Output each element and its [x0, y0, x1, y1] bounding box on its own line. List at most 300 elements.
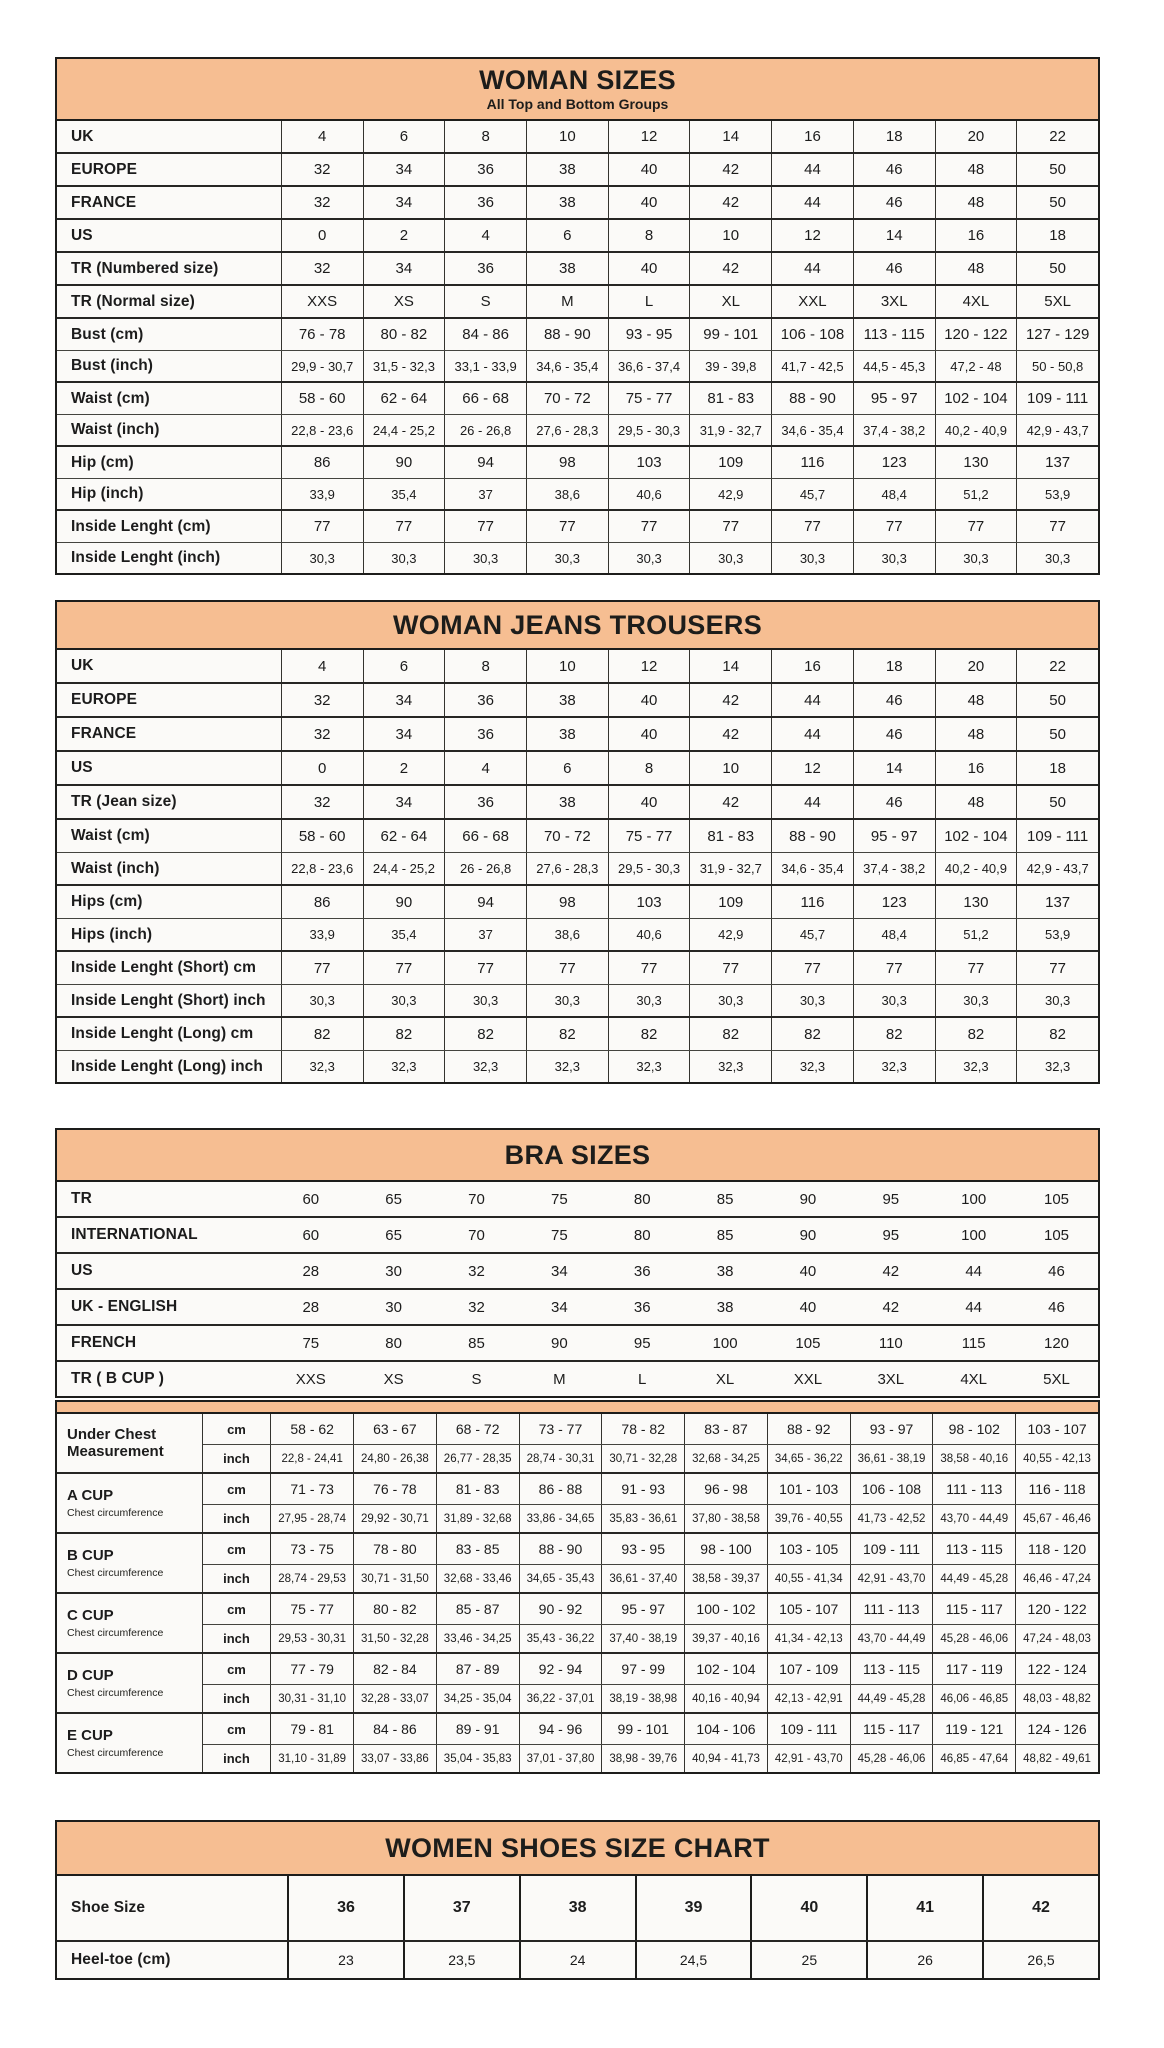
size-cell: 29,9 - 30,7 [281, 351, 363, 381]
size-cell: 36 [444, 786, 526, 818]
size-cell: 75 [551, 1190, 568, 1208]
size-cell: 28,74 - 29,53 [270, 1565, 353, 1592]
size-cell: 80 [633, 1226, 651, 1244]
size-cell: 40 [799, 1298, 817, 1316]
size-cell: 22 [1016, 650, 1098, 682]
size-cell: 82 [771, 1018, 853, 1050]
size-cell: 98 [526, 447, 608, 478]
size-cell: 48,03 - 48,82 [1015, 1685, 1098, 1712]
size-cell: 37,40 - 38,19 [601, 1625, 684, 1652]
size-cell: 36,6 - 37,4 [608, 351, 690, 381]
unit-label: inch [223, 1631, 250, 1646]
row-group [57, 251, 1098, 284]
table-row [57, 383, 1098, 414]
size-cell: 37 [444, 479, 526, 509]
size-cell: 34 [363, 718, 445, 750]
size-cell: 85 [716, 1226, 734, 1244]
divider-strip [57, 1402, 1098, 1414]
size-cell: 66 - 68 [444, 383, 526, 414]
cup-sublabel: Chest circumference [67, 1746, 164, 1759]
size-cell: XL [715, 1370, 735, 1388]
table-row [57, 952, 1098, 984]
table-row [203, 1414, 1098, 1444]
size-cell: 42 [882, 1262, 900, 1280]
size-cell: 65 [385, 1226, 402, 1244]
size-cell: 103 [608, 447, 690, 478]
size-cell: 34 [363, 786, 445, 818]
size-cell: 38 [519, 1876, 635, 1940]
size-cell: 48 [935, 154, 1017, 185]
size-cell: 97 - 99 [601, 1654, 684, 1684]
table-title-band [57, 1130, 1098, 1182]
size-cell: 6 [526, 220, 608, 251]
size-cell: 48 [935, 253, 1017, 284]
size-cell: 4 [281, 121, 363, 152]
size-cell: 44 [771, 684, 853, 716]
size-cell: 23 [287, 1942, 403, 1978]
size-cell: 50 [1016, 718, 1098, 750]
cup-label: B CUP [67, 1547, 114, 1565]
size-cell: 41 [866, 1876, 982, 1940]
row-label: TR ( B CUP ) [71, 1370, 165, 1387]
size-cell: 107 - 109 [767, 1654, 850, 1684]
row-label: Hips (inch) [71, 925, 153, 943]
size-cell: 48 [935, 718, 1017, 750]
size-cell: 109 - 111 [767, 1714, 850, 1744]
size-cell: 93 - 97 [850, 1414, 933, 1444]
table-subtitle: All Top and Bottom Groups [486, 96, 669, 113]
size-cell: 26,5 [982, 1942, 1098, 1978]
size-cell: 77 [771, 511, 853, 542]
row-group [57, 317, 1098, 381]
size-cell: 4XL [960, 1370, 988, 1388]
size-cell: 12 [771, 220, 853, 251]
size-cell: 77 [444, 511, 526, 542]
size-cell: 26 - 26,8 [444, 415, 526, 445]
size-cell: 81 - 83 [689, 820, 771, 852]
size-cell: 32 [468, 1262, 485, 1280]
size-cell: S [444, 286, 526, 317]
size-cell: 111 - 113 [850, 1594, 933, 1624]
size-cell: 29,53 - 30,31 [270, 1625, 353, 1652]
size-cell: 113 - 115 [932, 1534, 1015, 1564]
size-cell: 78 - 82 [601, 1414, 684, 1444]
size-cell: 46 [853, 718, 935, 750]
table-row [57, 447, 1098, 478]
size-cell: 40,6 [608, 919, 690, 950]
size-cell: 105 - 107 [767, 1594, 850, 1624]
size-cell: 46 [853, 684, 935, 716]
size-cell: XXL [793, 1370, 823, 1388]
size-cell: 82 [1016, 1018, 1098, 1050]
cup-rows [202, 1534, 1098, 1592]
table-row [57, 1218, 1098, 1252]
size-cell: 80 [385, 1334, 402, 1352]
cup-label: D CUP [67, 1667, 114, 1685]
size-cell: 89 - 91 [436, 1714, 519, 1744]
size-cell: 32,3 [363, 1051, 445, 1082]
size-cell: 38,6 [526, 919, 608, 950]
size-cell: 70 - 72 [526, 383, 608, 414]
size-cell: 123 [853, 447, 935, 478]
row-label: Inside Lenght (Short) cm [71, 959, 256, 976]
row-group [57, 784, 1098, 818]
size-cell: 24,4 - 25,2 [363, 415, 445, 445]
size-cell: 27,95 - 28,74 [270, 1505, 353, 1532]
size-cell: 94 [444, 447, 526, 478]
size-cell: 34 [363, 154, 445, 185]
size-cell: 30,3 [771, 543, 853, 573]
row-group [57, 1940, 1098, 1978]
size-cell: 14 [853, 220, 935, 251]
size-cell: 65 [385, 1190, 402, 1208]
size-cell: 82 [689, 1018, 771, 1050]
size-cell: 123 [853, 886, 935, 918]
size-cell: 30,3 [1016, 543, 1098, 573]
size-cell: 37,01 - 37,80 [519, 1745, 602, 1772]
size-cell: 32,3 [526, 1051, 608, 1082]
size-cell: 45,28 - 46,06 [932, 1625, 1015, 1652]
size-cell: 77 [526, 952, 608, 984]
row-label: Inside Lenght (inch) [71, 549, 221, 566]
size-cell: 33,9 [281, 919, 363, 950]
size-cell: 16 [771, 121, 853, 152]
row-label: UK [71, 127, 94, 145]
size-cell: 90 [363, 886, 445, 918]
row-group [57, 716, 1098, 750]
size-cell: 41,34 - 42,13 [767, 1625, 850, 1652]
size-cell: 40 [608, 718, 690, 750]
size-cell: 43,70 - 44,49 [850, 1625, 933, 1652]
row-group [57, 185, 1098, 218]
size-cell: 22,8 - 23,6 [281, 853, 363, 884]
size-cell: 32 [468, 1298, 485, 1316]
size-cell: 77 [689, 952, 771, 984]
size-cell: 77 [1016, 511, 1098, 542]
size-cell: 42,9 - 43,7 [1016, 415, 1098, 445]
size-cell: 98 - 100 [684, 1534, 767, 1564]
size-cell: 32 [281, 718, 363, 750]
size-cell: 31,5 - 32,3 [363, 351, 445, 381]
size-cell: 45,7 [771, 919, 853, 950]
size-cell: 116 - 118 [1015, 1474, 1098, 1504]
table-title: BRA SIZES [504, 1139, 651, 1170]
size-cell: 115 [961, 1334, 986, 1352]
size-cell: 40 [608, 253, 690, 284]
size-cell: 30,3 [526, 985, 608, 1016]
size-cell: 39,76 - 40,55 [767, 1505, 850, 1532]
size-cell: 100 [961, 1226, 987, 1244]
size-cell: 30 [385, 1262, 402, 1280]
size-cell: 18 [1016, 220, 1098, 251]
size-cell: 8 [608, 220, 690, 251]
size-cell: 77 [363, 952, 445, 984]
size-cell: L [608, 286, 690, 317]
size-cell: 27,6 - 28,3 [526, 853, 608, 884]
size-cell: 36,22 - 37,01 [519, 1685, 602, 1712]
row-label: Waist (inch) [71, 421, 160, 438]
table-row [57, 650, 1098, 682]
size-cell: 29,5 - 30,3 [608, 853, 690, 884]
size-cell: 81 - 83 [689, 383, 771, 414]
table-row [57, 511, 1098, 542]
table-row [57, 187, 1098, 218]
size-cell: 30,3 [608, 985, 690, 1016]
size-cell: 98 [526, 886, 608, 918]
size-cell: 40,6 [608, 479, 690, 509]
size-cell: 120 - 122 [1015, 1594, 1098, 1624]
size-cell: 105 [1044, 1226, 1070, 1244]
size-cell: 29,5 - 30,3 [608, 415, 690, 445]
row-label: TR (Jean size) [71, 793, 177, 810]
size-cell: 44 [771, 786, 853, 818]
size-cell: 75 - 77 [608, 383, 690, 414]
size-cell: 46 [1048, 1298, 1065, 1316]
size-cell: 38 [526, 187, 608, 218]
size-cell: 46 [853, 253, 935, 284]
size-cell: 95 [633, 1334, 651, 1352]
size-cell: 40,94 - 41,73 [684, 1745, 767, 1772]
size-cell: 79 - 81 [270, 1714, 353, 1744]
size-cell: 34 [363, 684, 445, 716]
size-cell: 116 [771, 447, 853, 478]
size-cell: 42 [689, 718, 771, 750]
bra-cup-measurement-table [55, 1400, 1100, 1774]
size-cell: 96 - 98 [684, 1474, 767, 1504]
row-label: US [71, 1262, 93, 1279]
size-cell: 37,4 - 38,2 [853, 853, 935, 884]
size-cell: 26,77 - 28,35 [436, 1445, 519, 1472]
table-row [203, 1624, 1098, 1652]
size-cell: 105 [795, 1334, 821, 1352]
size-cell: 77 [771, 952, 853, 984]
size-cell: 3XL [853, 286, 935, 317]
size-cell: 51,2 [935, 919, 1017, 950]
table-row [57, 1050, 1098, 1082]
size-cell: 6 [363, 121, 445, 152]
size-cell: 77 - 79 [270, 1654, 353, 1684]
size-cell: 127 - 129 [1016, 319, 1098, 350]
size-cell: 42 [689, 187, 771, 218]
size-cell: 28,74 - 30,31 [519, 1445, 602, 1472]
size-cell: 82 [526, 1018, 608, 1050]
size-cell: 24,5 [635, 1942, 751, 1978]
size-cell: 66 - 68 [444, 820, 526, 852]
size-cell: XXL [771, 286, 853, 317]
size-cell: 14 [689, 650, 771, 682]
size-cell: 94 [444, 886, 526, 918]
size-cell: XL [689, 286, 771, 317]
size-cell: 36 [444, 253, 526, 284]
size-cell: 32,3 [771, 1051, 853, 1082]
size-cell: 102 - 104 [684, 1654, 767, 1684]
row-label: EUROPE [71, 160, 138, 178]
size-cell: 76 - 78 [353, 1474, 436, 1504]
size-cell: 32 [281, 684, 363, 716]
size-cell: 14 [689, 121, 771, 152]
size-cell: 42,91 - 43,70 [767, 1745, 850, 1772]
size-cell: 45,7 [771, 479, 853, 509]
size-cell: 22,8 - 23,6 [281, 415, 363, 445]
size-cell: 58 - 60 [281, 820, 363, 852]
size-cell: 38 [526, 253, 608, 284]
cup-label-cell [57, 1714, 202, 1772]
unit-label: inch [223, 1751, 250, 1766]
size-cell: L [638, 1370, 647, 1388]
size-cell: 111 - 113 [932, 1474, 1015, 1504]
size-cell: 48 [935, 786, 1017, 818]
size-cell: 32 [281, 786, 363, 818]
table-row [57, 1876, 1098, 1940]
size-cell: 32,3 [853, 1051, 935, 1082]
cup-rows [202, 1714, 1098, 1772]
table-row [57, 1326, 1098, 1360]
size-cell: 24,4 - 25,2 [363, 853, 445, 884]
size-cell: 50 [1016, 154, 1098, 185]
row-label: TR [71, 1190, 92, 1207]
size-cell: 18 [1016, 752, 1098, 784]
unit-label: cm [227, 1481, 246, 1497]
woman-jeans-trousers-table [55, 600, 1100, 1084]
size-cell: 26 [866, 1942, 982, 1978]
size-cell: 44 [771, 187, 853, 218]
size-cell: 12 [608, 650, 690, 682]
cup-group [57, 1652, 1098, 1712]
size-cell: 48,82 - 49,61 [1015, 1745, 1098, 1772]
size-cell: 130 [935, 447, 1017, 478]
size-cell: 109 [689, 886, 771, 918]
size-cell: 77 [281, 952, 363, 984]
size-cell: 51,2 [935, 479, 1017, 509]
size-cell: 36 [633, 1298, 651, 1316]
size-cell: 82 [444, 1018, 526, 1050]
cup-sublabel: Chest circumference [67, 1566, 164, 1579]
table-row [203, 1684, 1098, 1712]
size-cell: 77 [689, 511, 771, 542]
size-cell: 34,65 - 35,43 [519, 1565, 602, 1592]
unit-label: cm [227, 1421, 246, 1437]
size-cell: 82 [281, 1018, 363, 1050]
size-cell: 46 [853, 154, 935, 185]
size-cell: 88 - 90 [771, 820, 853, 852]
size-cell: 99 - 101 [601, 1714, 684, 1744]
size-cell: 93 - 95 [601, 1534, 684, 1564]
size-cell: 101 - 103 [767, 1474, 850, 1504]
size-cell: 63 - 67 [353, 1414, 436, 1444]
size-cell: 95 [882, 1190, 900, 1208]
size-cell: 90 [363, 447, 445, 478]
cup-label-cell [57, 1414, 202, 1472]
size-cell: 16 [935, 752, 1017, 784]
size-cell: 91 - 93 [601, 1474, 684, 1504]
size-cell: 45,67 - 46,46 [1015, 1505, 1098, 1532]
size-cell: 30,3 [771, 985, 853, 1016]
cup-group [57, 1592, 1098, 1652]
size-cell: 48 [935, 187, 1017, 218]
size-cell: 58 - 60 [281, 383, 363, 414]
size-cell: 84 - 86 [353, 1714, 436, 1744]
size-cell: 30,31 - 31,10 [270, 1685, 353, 1712]
size-cell: 46,06 - 46,85 [932, 1685, 1015, 1712]
row-label: FRANCE [71, 725, 137, 742]
size-cell: 137 [1016, 447, 1098, 478]
size-cell: 70 [468, 1190, 485, 1208]
table-row [57, 350, 1098, 381]
row-label: TR (Numbered size) [71, 259, 219, 277]
size-cell: 34 [363, 253, 445, 284]
size-cell: 42 [982, 1876, 1098, 1940]
size-cell: 62 - 64 [363, 820, 445, 852]
size-cell: 93 - 95 [608, 319, 690, 350]
table-row [57, 253, 1098, 284]
size-cell: 70 - 72 [526, 820, 608, 852]
size-cell: 30,3 [689, 985, 771, 1016]
size-cell: 95 - 97 [601, 1594, 684, 1624]
row-group [57, 884, 1098, 950]
cup-group [57, 1532, 1098, 1592]
size-cell: 105 [1044, 1190, 1070, 1208]
size-cell: 34,6 - 35,4 [771, 853, 853, 884]
size-cell: 77 [935, 511, 1017, 542]
size-cell: 77 [853, 511, 935, 542]
size-cell: 35,83 - 36,61 [601, 1505, 684, 1532]
size-cell: 60 [302, 1190, 320, 1208]
row-group [57, 1252, 1098, 1288]
table-row [57, 984, 1098, 1016]
row-group [57, 1016, 1098, 1082]
size-cell: 95 - 97 [853, 820, 935, 852]
table-title: WOMAN JEANS TROUSERS [392, 609, 763, 640]
size-cell: 75 - 77 [608, 820, 690, 852]
size-cell: 16 [771, 650, 853, 682]
row-group [57, 650, 1098, 682]
table-row [57, 319, 1098, 350]
table-row [57, 852, 1098, 884]
row-label: Inside Lenght (cm) [71, 517, 211, 535]
size-cell: 100 - 102 [684, 1594, 767, 1624]
size-cell: 10 [689, 220, 771, 251]
row-group [57, 1288, 1098, 1324]
cup-group [57, 1414, 1098, 1472]
size-cell: 40 [799, 1262, 817, 1280]
size-cell: 18 [853, 650, 935, 682]
size-cell: 90 [799, 1226, 817, 1244]
size-cell: 34 [551, 1262, 568, 1280]
size-cell: 30,3 [444, 985, 526, 1016]
size-cell: 25 [750, 1942, 866, 1978]
size-cell: 76 - 78 [281, 319, 363, 350]
cup-rows [202, 1414, 1098, 1472]
size-cell: 86 [281, 886, 363, 918]
size-cell: 82 [608, 1018, 690, 1050]
size-cell: 50 [1016, 786, 1098, 818]
row-label: EUROPE [71, 691, 138, 708]
size-cell: 36 [444, 154, 526, 185]
size-cell: 77 [608, 952, 690, 984]
size-cell: 50 [1016, 684, 1098, 716]
size-cell: 6 [526, 752, 608, 784]
table-row [203, 1654, 1098, 1684]
table-row [57, 718, 1098, 750]
size-cell: 41,7 - 42,5 [771, 351, 853, 381]
size-cell: 73 - 77 [519, 1414, 602, 1444]
cup-label: A CUP [67, 1487, 114, 1505]
size-cell: 20 [935, 650, 1017, 682]
size-cell: 90 [799, 1190, 817, 1208]
row-group [57, 1182, 1098, 1216]
row-group [57, 1876, 1098, 1940]
size-cell: 77 [281, 511, 363, 542]
